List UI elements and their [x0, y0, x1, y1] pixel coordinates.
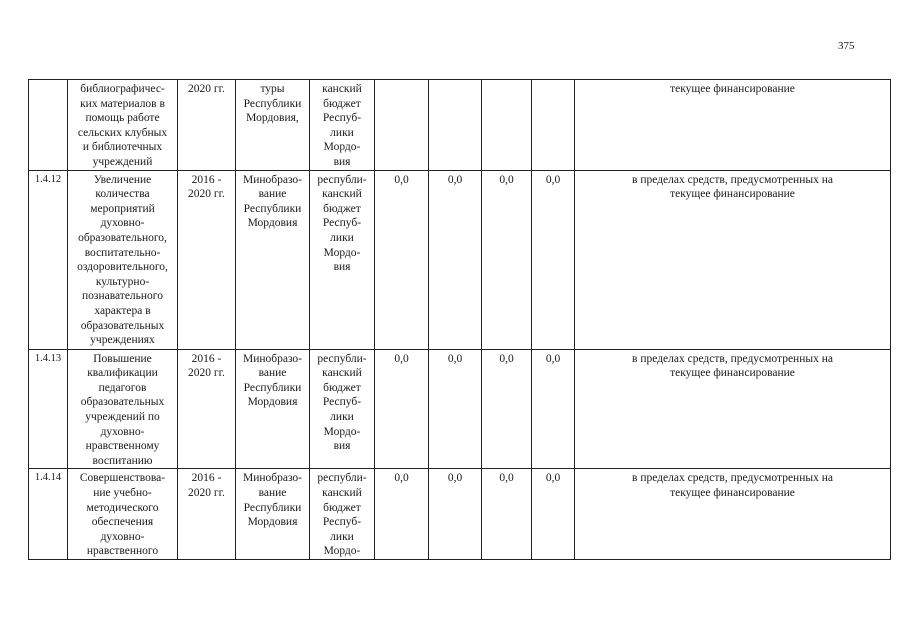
executor: Минобразо- вание Республики Мордовия — [236, 349, 310, 469]
note: в пределах средств, предусмотренных на текущее финансирование — [575, 349, 891, 469]
value-cell — [532, 80, 575, 171]
table-row — [29, 170, 891, 349]
event-name: Совершенствова- ние учебно- методического обеспечения духовно- нравственного — [68, 469, 178, 560]
table-row — [29, 349, 891, 469]
executor: Минобразо- вание Республики Мордовия — [236, 469, 310, 560]
executor: туры Республики Мордовия, — [236, 80, 310, 171]
value-cell: 0,0 — [429, 349, 482, 469]
note: в пределах средств, предусмотренных на текущее финансирование — [575, 469, 891, 560]
period: 2020 гг. — [178, 80, 236, 171]
period: 2016 - 2020 гг. — [178, 170, 236, 349]
value-cell: 0,0 — [532, 349, 575, 469]
note: в пределах средств, предусмотренных на текущее финансирование — [575, 170, 891, 349]
program-table — [28, 79, 891, 560]
row-number — [29, 80, 68, 171]
value-cell — [375, 80, 429, 171]
value-cell: 0,0 — [375, 469, 429, 560]
table-row — [29, 469, 891, 560]
value-cell: 0,0 — [482, 349, 532, 469]
value-cell: 0,0 — [375, 349, 429, 469]
note: текущее финансирование — [575, 80, 891, 171]
funding-source: республи- канский бюджет Респуб- лики Мордо- вия — [310, 170, 375, 349]
value-cell: 0,0 — [532, 170, 575, 349]
table-row — [29, 80, 891, 171]
value-cell: 0,0 — [375, 170, 429, 349]
event-name: Повышение квалификации педагогов образовательных учреждений по духовно- нравственному воспитанию — [68, 349, 178, 469]
event-name: Увеличение количества мероприятий духовно- образовательного, воспитательно- оздоровительного, культурно- познавательного характера в образовательных учреждениях — [68, 170, 178, 349]
period: 2016 - 2020 гг. — [178, 349, 236, 469]
value-cell: 0,0 — [429, 469, 482, 560]
period: 2016 - 2020 гг. — [178, 469, 236, 560]
value-cell — [482, 80, 532, 171]
row-number: 1.4.13 — [29, 349, 68, 469]
value-cell: 0,0 — [482, 170, 532, 349]
funding-source: республи- канский бюджет Респуб- лики Мордо- вия — [310, 349, 375, 469]
value-cell — [429, 80, 482, 171]
funding-source: республи- канский бюджет Респуб- лики Мордо- — [310, 469, 375, 560]
row-number: 1.4.12 — [29, 170, 68, 349]
value-cell: 0,0 — [532, 469, 575, 560]
page-number: 375 — [838, 40, 855, 52]
funding-source: канский бюджет Респуб- лики Мордо- вия — [310, 80, 375, 171]
value-cell: 0,0 — [482, 469, 532, 560]
value-cell: 0,0 — [429, 170, 482, 349]
executor: Минобразо- вание Республики Мордовия — [236, 170, 310, 349]
event-name: библиографичес- ких материалов в помощь работе сельских клубных и библиотечных учреждений — [68, 80, 178, 171]
row-number: 1.4.14 — [29, 469, 68, 560]
